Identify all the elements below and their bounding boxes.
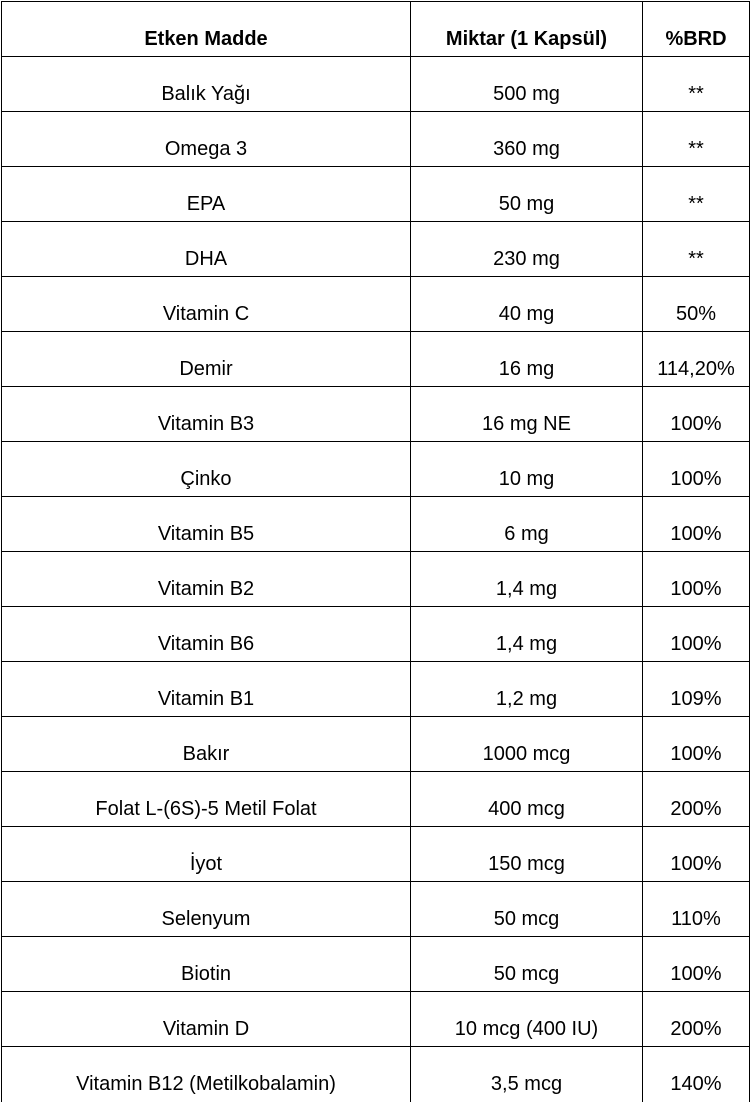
amount-cell: 16 mg NE xyxy=(411,387,643,442)
rda-cell: 110% xyxy=(643,882,750,937)
amount-cell: 150 mcg xyxy=(411,827,643,882)
header-amount: Miktar (1 Kapsül) xyxy=(411,2,643,57)
rda-cell: ** xyxy=(643,222,750,277)
rda-cell: 140% xyxy=(643,1047,750,1102)
table-row xyxy=(2,332,750,387)
table-row xyxy=(2,277,750,332)
table-row xyxy=(2,387,750,442)
rda-cell: 114,20% xyxy=(643,332,750,387)
ingredient-cell: Folat L-(6S)-5 Metil Folat xyxy=(2,772,411,827)
rda-cell: 200% xyxy=(643,992,750,1047)
ingredient-cell: Demir xyxy=(2,332,411,387)
rda-cell: 200% xyxy=(643,772,750,827)
table-row xyxy=(2,112,750,167)
table-row xyxy=(2,882,750,937)
table-header xyxy=(2,2,750,57)
amount-cell: 10 mcg (400 IU) xyxy=(411,992,643,1047)
rda-cell: 50% xyxy=(643,277,750,332)
table-row xyxy=(2,937,750,992)
rda-cell: 100% xyxy=(643,497,750,552)
table-row xyxy=(2,717,750,772)
ingredient-cell: Omega 3 xyxy=(2,112,411,167)
table-row xyxy=(2,552,750,607)
table-body xyxy=(2,57,750,1102)
ingredient-cell: Vitamin B2 xyxy=(2,552,411,607)
amount-cell: 1,4 mg xyxy=(411,607,643,662)
table-row xyxy=(2,827,750,882)
amount-cell: 1,2 mg xyxy=(411,662,643,717)
amount-cell: 16 mg xyxy=(411,332,643,387)
rda-cell: ** xyxy=(643,57,750,112)
ingredient-cell: Vitamin B5 xyxy=(2,497,411,552)
amount-cell: 50 mcg xyxy=(411,882,643,937)
amount-cell: 500 mg xyxy=(411,57,643,112)
ingredient-cell: Çinko xyxy=(2,442,411,497)
amount-cell: 360 mg xyxy=(411,112,643,167)
rda-cell: 100% xyxy=(643,937,750,992)
table-row xyxy=(2,57,750,112)
ingredient-cell: Bakır xyxy=(2,717,411,772)
ingredient-cell: Biotin xyxy=(2,937,411,992)
ingredient-cell: DHA xyxy=(2,222,411,277)
rda-cell: 100% xyxy=(643,717,750,772)
ingredient-cell: Vitamin D xyxy=(2,992,411,1047)
rda-cell: ** xyxy=(643,167,750,222)
table-row xyxy=(2,992,750,1047)
ingredient-cell: Vitamin B12 (Metilkobalamin) xyxy=(2,1047,411,1102)
ingredient-cell: Vitamin B1 xyxy=(2,662,411,717)
rda-cell: ** xyxy=(643,112,750,167)
ingredient-cell: İyot xyxy=(2,827,411,882)
amount-cell: 3,5 mcg xyxy=(411,1047,643,1102)
rda-cell: 100% xyxy=(643,387,750,442)
table-row xyxy=(2,442,750,497)
table-row xyxy=(2,222,750,277)
table-row xyxy=(2,607,750,662)
amount-cell: 230 mg xyxy=(411,222,643,277)
amount-cell: 400 mcg xyxy=(411,772,643,827)
header-row xyxy=(2,2,750,57)
amount-cell: 50 mcg xyxy=(411,937,643,992)
amount-cell: 1,4 mg xyxy=(411,552,643,607)
ingredient-cell: Selenyum xyxy=(2,882,411,937)
rda-cell: 100% xyxy=(643,607,750,662)
ingredient-cell: Vitamin B6 xyxy=(2,607,411,662)
amount-cell: 40 mg xyxy=(411,277,643,332)
ingredient-cell: Balık Yağı xyxy=(2,57,411,112)
rda-cell: 100% xyxy=(643,552,750,607)
table-row xyxy=(2,772,750,827)
header-ingredient: Etken Madde xyxy=(2,2,411,57)
ingredient-cell: Vitamin B3 xyxy=(2,387,411,442)
table-row xyxy=(2,167,750,222)
amount-cell: 1000 mcg xyxy=(411,717,643,772)
table-row xyxy=(2,1047,750,1102)
rda-cell: 100% xyxy=(643,442,750,497)
rda-cell: 109% xyxy=(643,662,750,717)
amount-cell: 50 mg xyxy=(411,167,643,222)
table-row xyxy=(2,662,750,717)
table-row xyxy=(2,497,750,552)
amount-cell: 10 mg xyxy=(411,442,643,497)
rda-cell: 100% xyxy=(643,827,750,882)
ingredient-cell: Vitamin C xyxy=(2,277,411,332)
header-rda: %BRD xyxy=(643,2,750,57)
nutrition-table xyxy=(1,1,750,1102)
ingredient-cell: EPA xyxy=(2,167,411,222)
amount-cell: 6 mg xyxy=(411,497,643,552)
